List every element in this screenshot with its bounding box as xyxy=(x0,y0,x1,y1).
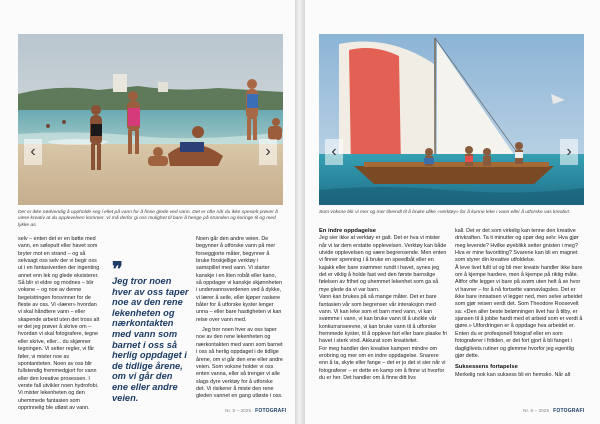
body-text: kall. Det er det som virkelig kan tenne den kreative drivkraften. Ta ti minutter og spør deg selv: Hva gjør meg levende? Hvilke øyeblikk setter gnisten i meg? Hva er mine favoritting? Svarene kan bli en magnet som styrer din kreative utfoldelse. Å leve livet fullt ut og bli mer kreativ handler ikke bare om å kjempe hardere, men å kjempe på riktig måte. Altfor ofte legger vi bare på svøm uten helt å se hvor vi havner – for å nå fortsette vannavlagsles. Det er ikke bare innsatsen vi legger ned, men selve arbeidet som gjør reisen verdt det. Som Theodore Roosevelt sa: «Den aller beste belønningen livet har å tilby, er sjansen til å jobbe hardt med et arbeid som er verdt å gjøre.» Utfordringen er å oppdage hva arbeidet er. Enten du er profesjonell fotograf eller en som fotograferer i fritiden, er det fort gjort å bli fanget i dagliglivets rutiner og glemme hvorfor jeg egentlig gjør dette. xyxy=(455,228,583,359)
body-column-1 xyxy=(319,228,447,382)
quote-mark-icon: ❞ xyxy=(112,257,123,281)
brand-logo: FOTOGRAFI xyxy=(553,408,585,414)
issue-number: Nr. 5 – 2025 xyxy=(225,408,252,414)
sailboat-photo xyxy=(319,34,584,205)
page-footer xyxy=(523,408,584,414)
issue-number: Nr. 5 – 2025 xyxy=(523,408,550,414)
next-image-button[interactable]: › xyxy=(560,139,578,165)
pull-quote-text: Jeg tror noen hver av oss taper noe av den rene lekenheten og nærkontakten med vann som barnet i oss så herlig oppdaget i de tidlige årene, om vi går den ene eller andre veien. xyxy=(112,276,189,403)
body-text: Jeg tror noen hver av oss taper noe av den rene lekenheten og nærkontakten med vann som barnet i oss så herlig oppdaget i de tidlige årene, om vi går den ene eller andre veien. Som voksne holder vi oss enten vanna, eller så trenger vi alle slags dyre verktøy for å utforske det. Vi risikerer å miste den rene gleden vannet en gang utløste i oss. xyxy=(196,327,283,400)
prev-image-button[interactable]: ‹ xyxy=(24,139,42,165)
spine xyxy=(295,0,305,424)
body-text: Jeg sier ikke at verktøy er galt. Det er hva vi mister når vi lar dem erstatte opplevelsen. Verktøy kan både utvide opplevelsen og være begrensende. Men enten vi finner spenning i å bruke en speedbåt eller en kajakk eller bare svømmer rundt i havet, synes jeg det er viktig å holde fast ved den første barnslige følelsen av frihet og uhemmet lekenhet som ga så mye glede da vi var barn. Vann kan brukes på så mange måter. Det er bare fantasien vår som begrenser vår interaksjon med vann. Vi kan leke som et barn med vann, vi kan svømme i vann, vi kan bruke vann til å utvikle vår konkurranseevne, vi kan bruke vann til å utforske fremmede kyster, til å oppleve fart eller bare plaske fri havet i sterk vind. Akkurat som kreativitet. For meg handler den kreative kampen mindre om erobring og mer om en indre oppdagelse. Snarere enn å ta, skyte eller fange – det er jo det vi sier når vi fotograferer – er dette en kamp om å finne ut hvorfor du er her. Det handler om å finne ditt livs xyxy=(319,235,447,381)
body-column-2 xyxy=(196,236,283,401)
sailboat-scene xyxy=(319,34,584,205)
prev-image-button[interactable]: ‹ xyxy=(325,139,343,165)
body-text: selv – enten det er en bøtte med vann, en søleputt eller havet som bryter mot en strand – og så selvsagt oss selv der vi begir oss ut i en fantasiverden der ingenting annet enn lek og glede eksisterer. Så blir vi eldre og modnes – blir voksne – og noe av denne begeistringen forsvinner for de fleste av oss. Vi «lærer» hvordan vi skal håndtere vann – eller skapende arbeid uten det tross alt er det jeg prøver å skrive om – hvordan vi skal fotografere, tegne eller skrive, eller... du skjønner tegningen. Vi setter regler, vi får føler, vi mister noe av spontaniteten. Noen av oss blir fullstendig fremmedgjort for vann eller den kreative prosessen. I verste fall utvikler noen hydrofobi. Vi mister lekenheten og den uhemmede fantasien som opprinnelig ble utløst av vann. xyxy=(18,236,100,411)
brand-logo: FOTOGRAFI xyxy=(255,408,287,414)
body-column-1 xyxy=(18,236,100,412)
section-heading: En indre oppdagelse xyxy=(319,228,377,234)
photo-caption: Som voksne blir vi mer og mer tilvendt til å bruke ulike «verktøy» for å kunne leke i vann eller å utforske vas kreativt. xyxy=(319,210,571,215)
beach-photo xyxy=(18,34,283,205)
left-page xyxy=(0,0,295,424)
right-page xyxy=(305,0,600,424)
body-text: Merkelig nok kan suksess bli en hemsko. Når alt xyxy=(455,371,571,378)
body-text: Noen går den andre veien. De begynner å utforske vann på mer forseggjorte måter, begynner å bruke forskjellige verktøy i samspillet med vann. Vi starter kanskje i en liten robåt eller kano, så oppdager vi kanskje skjønnheten i undervannsverdenen ved å dykke, vi lærer å seile, eller kjøper raskere båter for å utforske kyster lenger unna – eller bare hastigheten vi kan reise over vann med. xyxy=(196,236,283,323)
beach-scene xyxy=(18,34,283,205)
section-heading: Suksessens fortapelse xyxy=(455,364,518,371)
photo-caption: Det er ikke nødvendig å oppholde seg i ellet på vann for å finne glede ved vann. Det er ofte når du ikke spesielt prøver å være kreativ at du opplevelsen kommer. Vi må derfor gi oss mulighet til bare å henge på stranden og koringe til og med lykke as. xyxy=(18,210,278,228)
page-footer xyxy=(225,408,286,414)
body-column-2 xyxy=(455,228,583,379)
next-image-button[interactable]: › xyxy=(259,139,277,165)
pull-quote xyxy=(112,257,190,403)
